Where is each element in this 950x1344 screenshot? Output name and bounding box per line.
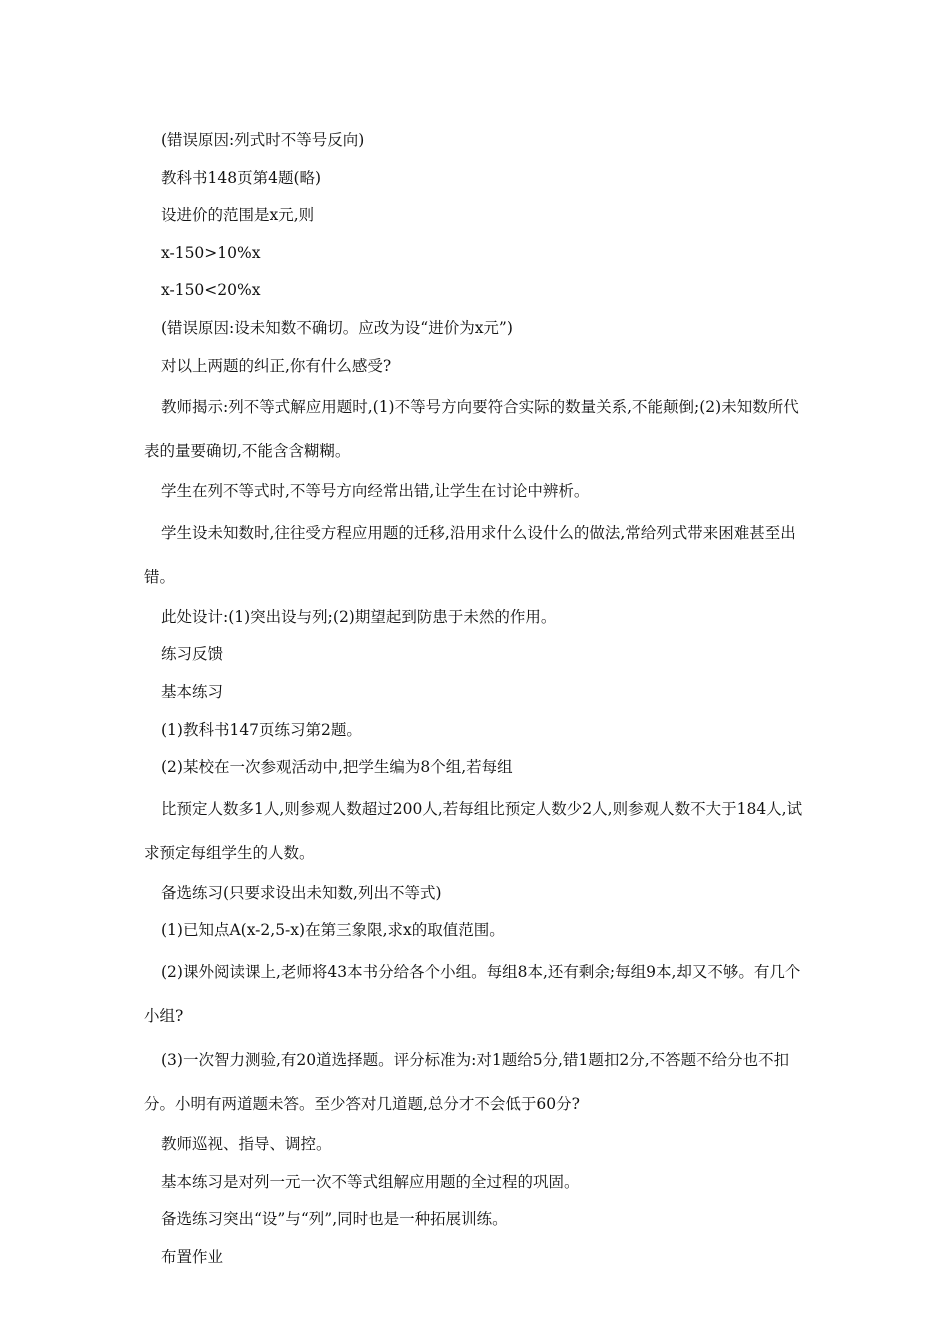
section-heading-optional-practice: 备选练习(只要求设出未知数,列出不等式) [161,883,442,902]
paragraph-optional-summary: 备选练习突出“设”与“列”,同时也是一种拓展训练。 [161,1210,508,1229]
section-heading-homework: 布置作业 [161,1247,224,1266]
paragraph-student-mistake: 学生在列不等式时,不等号方向经常出错,让学生在讨论中辨析。 [161,482,590,501]
paragraph-optional-2: (2)课外阅读课上,老师将43本书分给各个小组。每组8本,还有剩余;每组9本,却又不够。有几个小组? [144,962,801,1025]
paragraph-basic-2-cont: 比预定人数多1人,则参观人数超过200人,若每组比预定人数少2人,则参观人数不大于184人,试求预定每组学生的人数。 [144,799,803,862]
paragraph-teacher-reveal: 教师揭示:列不等式解应用题时,(1)不等号方向要符合实际的数量关系,不能颠倒;(2)未知数所代表的量要确切,不能含含糊糊。 [144,398,799,461]
paragraph-basic-2: (2)某校在一次参观活动中,把学生编为8个组,若每组 [161,758,513,777]
paragraph-set-price: 设进价的范围是x元,则 [161,206,315,225]
paragraph-basic-1: (1)教科书147页练习第2题。 [161,720,362,739]
paragraph-optional-1: (1)已知点A(x-2,5-x)在第三象限,求x的取值范围。 [161,921,505,940]
section-heading-basic-practice: 基本练习 [161,682,224,701]
paragraph-inequality-1: x-150>10%x [161,243,261,262]
paragraph-reflection-question: 对以上两题的纠正,你有什么感受? [161,356,392,375]
paragraph-error-reason-2: (错误原因:设未知数不确切。应改为设“进价为x元”) [161,318,513,337]
paragraph-error-reason-1: (错误原因:列式时不等号反向) [161,131,365,149]
paragraph-design-note: 此处设计:(1)突出设与列;(2)期望起到防患于未然的作用。 [161,607,557,626]
paragraph-basic-summary: 基本练习是对列一元一次不等式组解应用题的全过程的巩固。 [161,1172,580,1191]
paragraph-student-unknown: 学生设未知数时,往往受方程应用题的迁移,沿用求什么设什么的做法,常给列式带来困难甚至出错。 [144,523,796,586]
paragraph-inequality-2: x-150<20%x [161,281,261,300]
paragraph-optional-3: (3)一次智力测验,有20道选择题。评分标准为:对1题给5分,错1题扣2分,不答题不给分也不扣分。小明有两道题未答。至少答对几道题,总分才不会低于60分? [144,1050,790,1113]
document-body [144,122,808,1276]
paragraph-teacher-patrol: 教师巡视、指导、调控。 [161,1134,332,1153]
paragraph-textbook-148: 教科书148页第4题(略) [161,168,322,187]
section-heading-practice-feedback: 练习反馈 [161,645,224,664]
